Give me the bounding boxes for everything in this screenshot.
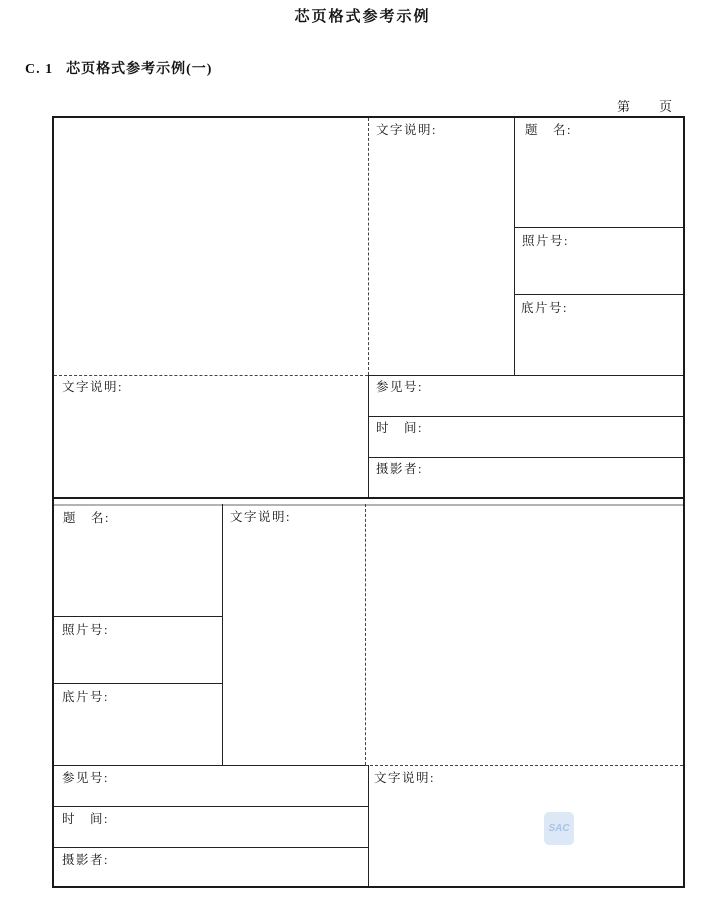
grid-line [54, 806, 368, 807]
sac-watermark [544, 812, 574, 845]
grid-line [54, 847, 368, 848]
grid-line [368, 118, 369, 375]
form1-photographer-label: 摄影者: [376, 462, 423, 476]
document-title: 芯页格式参考示例 [294, 9, 431, 25]
form2-photographer-label: 摄影者: [62, 853, 109, 867]
form2-photo-no-label: 照片号: [62, 623, 109, 637]
section-heading [25, 58, 212, 78]
grid-line [514, 227, 683, 228]
grid-line [54, 375, 368, 376]
section-title: 芯页格式参考示例(一) [66, 62, 213, 77]
form1-ref-no-label: 参见号: [376, 380, 423, 394]
grid-line [222, 504, 223, 765]
form2-ref-no-label: 参见号: [62, 771, 109, 785]
form2-text-note-2-label: 文字说明: [374, 771, 435, 785]
block-divider-line [54, 497, 683, 499]
form1-title-name-label: 题 名: [525, 123, 572, 137]
grid-line [368, 375, 369, 497]
grid-line [54, 616, 222, 617]
form2-negative-no-label: 底片号: [62, 690, 109, 704]
form1-photo-area [54, 118, 368, 375]
form-table [52, 116, 685, 888]
grid-line [54, 765, 365, 766]
sac-watermark-text: SAC [548, 823, 570, 834]
section-number: C. 1 [25, 62, 54, 77]
grid-line [368, 765, 369, 886]
grid-line [514, 118, 515, 375]
grid-line [365, 765, 683, 766]
grid-line [368, 375, 683, 376]
grid-line [514, 294, 683, 295]
form1-time-label: 时 间: [376, 421, 423, 435]
form2-photo-area [365, 504, 683, 765]
form2-text-note-label: 文字说明: [230, 510, 291, 524]
grid-line [365, 504, 366, 765]
form1-negative-no-label: 底片号: [521, 301, 568, 315]
grid-line [368, 416, 683, 417]
form2-time-label: 时 间: [62, 812, 109, 826]
form1-text-note-2-label: 文字说明: [62, 380, 123, 394]
grid-line [54, 683, 222, 684]
grid-line [368, 457, 683, 458]
page-number-indicator: 第 页 [617, 99, 674, 114]
form1-text-note-label: 文字说明: [376, 123, 437, 137]
form1-photo-no-label: 照片号: [522, 234, 569, 248]
form2-title-name-label: 题 名: [63, 511, 110, 525]
